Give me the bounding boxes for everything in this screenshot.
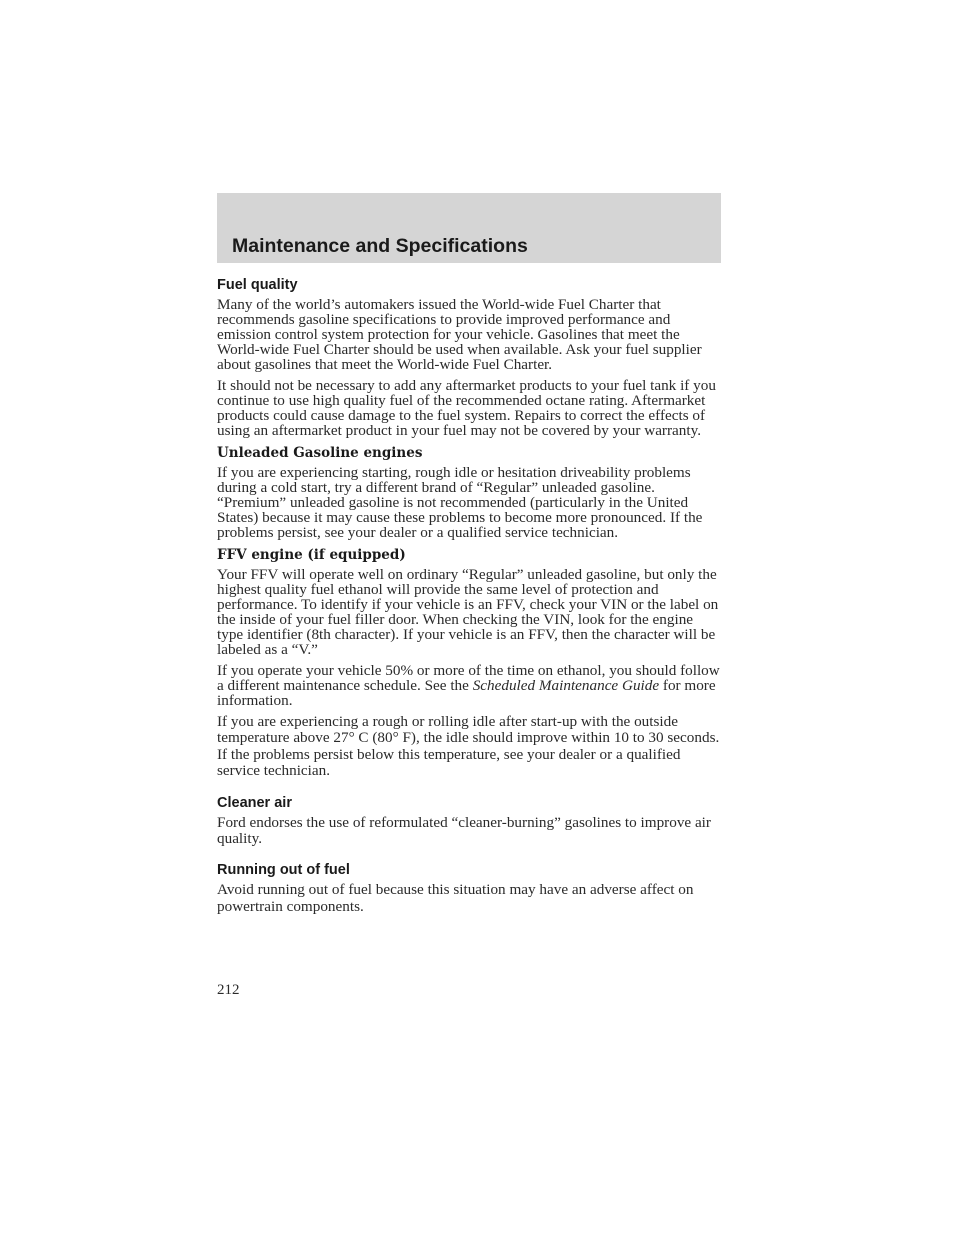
heading-fuel-quality: Fuel quality [217,277,298,293]
paragraph [217,663,722,708]
paragraph: Many of the world’s automakers issued the World-wide Fuel Charter that recommends gasoline specifications to provide improved performance and emission control system protection for your vehicle. Gasolines that meet the World-wide Fuel Charter should be used when available. Ask your fuel supplier about gasolines that meet the World-wide Fuel Charter. [217,296,702,373]
text-run: If you operate your vehicle 50% or more of the time on ethanol, you should follow a different maintenance schedule. See the [217,662,720,694]
paragraph: If you are experiencing a rough or rolling idle after start-up with the outside temperature above 27° C (80° F), the idle should improve within 10 to 30 seconds. If the problems persist below this temperature, see your dealer or a qualified service technician. [217,713,720,780]
text-run: for more information. [217,677,716,709]
heading-cleaner-air: Cleaner air [217,794,292,811]
heading-ffv-engine: FFV engine (if equipped) [217,547,406,563]
paragraph: If you are experiencing starting, rough idle or hesitation driveability problems during a cold start, try a different brand of “Regular” unleaded gasoline. “Premium” unleaded gasoline is not recommended (particularly in the United States) because it may cause these problems to become more pronounced. If the problems persist, see your dealer or a qualified service technician. [217,464,703,541]
page-number: 212 [217,982,240,998]
guide-title: Scheduled Maintenance Guide [472,677,660,694]
paragraph: It should not be necessary to add any aftermarket products to your fuel tank if you continue to use high quality fuel of the recommended octane rating. Aftermarket products could cause damage to the fuel system. Repairs to correct the effects of using an aftermarket product in your fuel may not be covered by your warranty. [217,377,716,439]
section-header-bar [217,193,721,263]
page-title: Maintenance and Specifications [232,235,528,257]
heading-unleaded-gasoline: Unleaded Gasoline engines [217,445,423,461]
paragraph: Ford endorses the use of reformulated “cleaner-burning” gasolines to improve air quality. [217,813,711,848]
page-body [217,276,722,921]
heading-running-out-of-fuel: Running out of fuel [217,862,350,879]
paragraph: Your FFV will operate well on ordinary “Regular” unleaded gasoline, but only the highest quality fuel ethanol will provide the same level of protection and performance. To identify if your vehicle is an FFV, check your VIN or the label on the inside of your fuel filler door. When checking the VIN, look for the engine type identifier (8th character). If your vehicle is an FFV, then the character will be labeled as a “V.” [217,566,719,658]
paragraph: Avoid running out of fuel because this situation may have an adverse affect on powertrain components. [217,881,694,915]
